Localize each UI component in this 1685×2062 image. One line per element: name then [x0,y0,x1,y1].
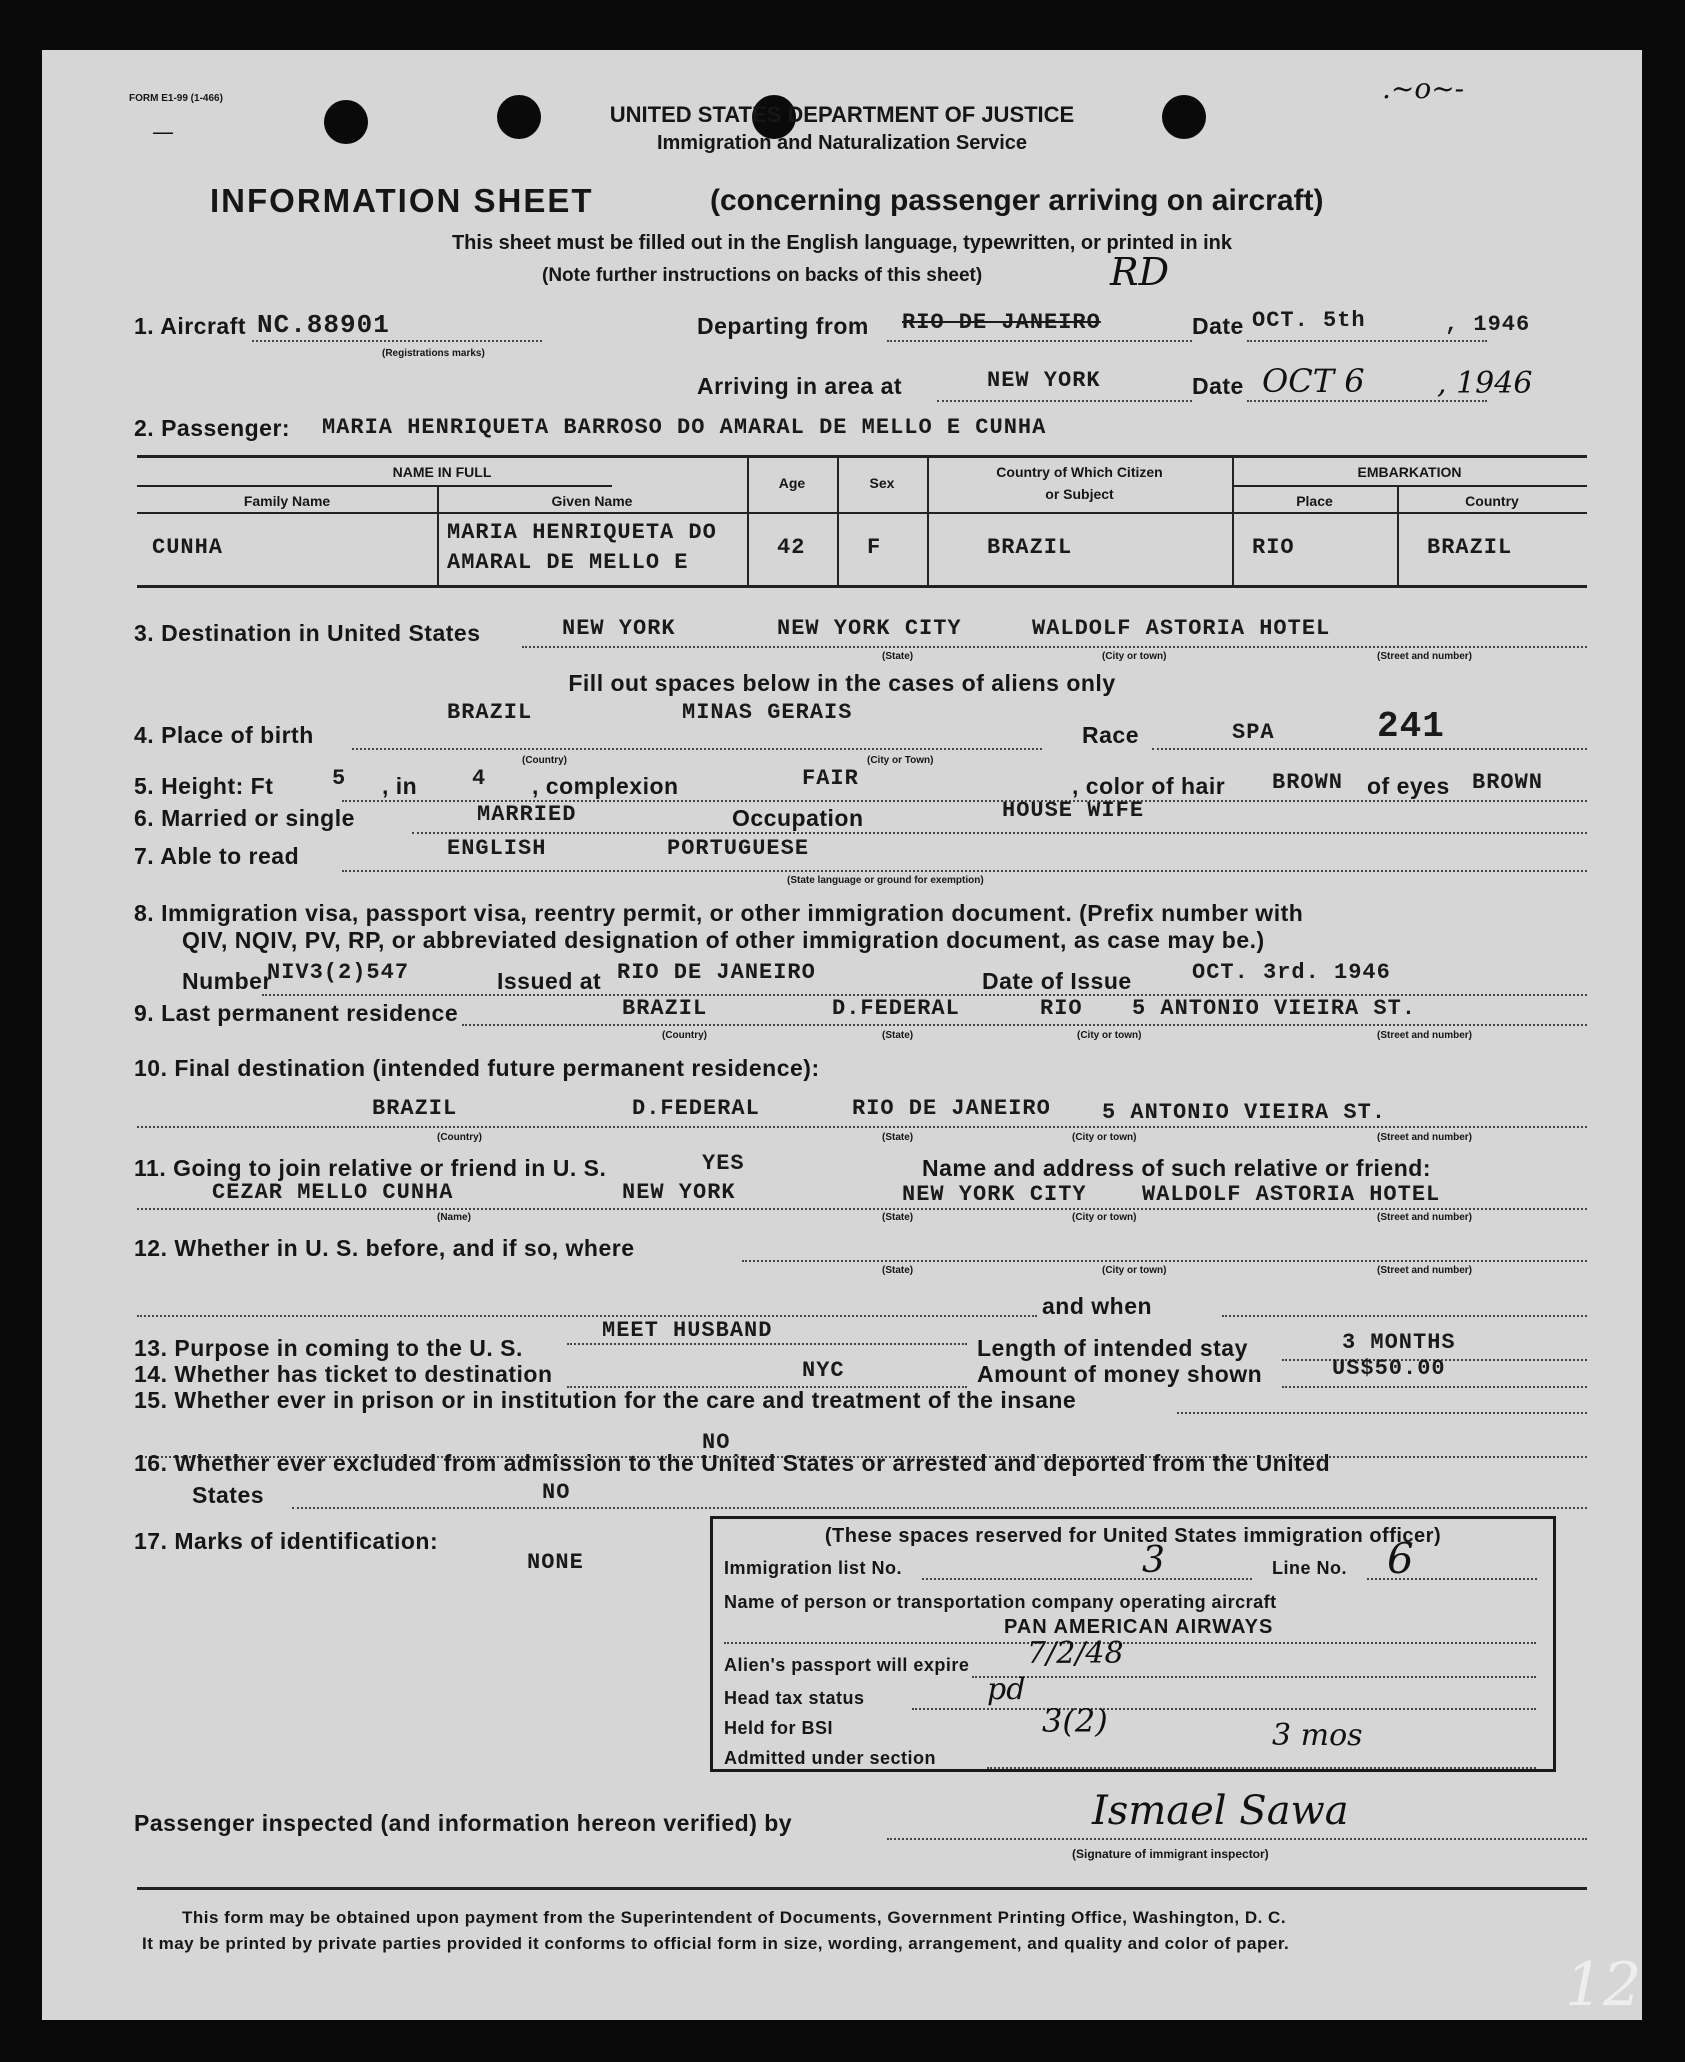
name-in-full-header: NAME IN FULL [392,464,492,480]
friend-city: NEW YORK CITY [902,1182,1087,1207]
issued-at-label: Issued at [497,968,602,994]
service-title: Immigration and Naturalization Service [656,132,1028,154]
list-no-value: 3 [1142,1540,1165,1581]
departure-date: OCT. 5th [1252,308,1366,333]
company-label: Name of person or transportation company operating aircraft [724,1592,1277,1612]
departing-label: Departing from [697,313,869,339]
excluded-label-2: States [192,1482,265,1508]
final-street: 5 ANTONIO VIEIRA ST. [1102,1100,1387,1125]
complexion-label: , complexion [532,773,679,799]
state-caption: (State) [882,1212,914,1223]
number-label: Number [182,968,272,994]
ticket-label: 14. Whether has ticket to destination [134,1361,553,1387]
occupation-label: Occupation [732,805,864,831]
arriving-label: Arriving in area at [697,373,903,399]
street-caption: (Street and number) [1377,1030,1473,1041]
item8-line2: QIV, NQIV, PV, RP, or abbreviated designation of other immigration document, as case may be.) [182,927,1265,953]
footer-line-2: It may be printed by private parties provided it conforms to official form in size, wording, arrangement, and quality and color of paper. [142,1934,1290,1953]
race-label: Race [1082,722,1139,748]
registration-marks-label: (Registrations marks) [382,348,485,359]
marks-label: 17. Marks of identification: [134,1528,439,1554]
residence-street: 5 ANTONIO VIEIRA ST. [1132,996,1417,1021]
city-caption: (City or town) [1072,1212,1137,1223]
final-destination-label: 10. Final destination (intended future permanent residence): [134,1055,820,1081]
join-value: YES [702,1151,745,1176]
state-caption: (State) [882,1265,914,1276]
birth-city: MINAS GERAIS [682,700,853,725]
residence-country: BRAZIL [622,996,708,1021]
purpose-label: 13. Purpose in coming to the U. S. [134,1335,523,1361]
street-caption: (Street and number) [1377,651,1473,662]
country-caption: (Country) [522,755,567,766]
country-caption: (Country) [662,1030,707,1041]
married-value: MARRIED [477,802,577,827]
marks-value: NONE [527,1550,584,1575]
passenger-label: 2. Passenger: [134,415,291,441]
citizen-header: Country of Which Citizen [996,464,1163,480]
place-header: Place [1296,493,1333,509]
married-label: 6. Married or single [134,805,355,831]
state-caption: (State) [882,1132,914,1143]
family-name-value: CUNHA [152,535,224,560]
officer-reserved-box [710,1516,1556,1772]
length-label: Length of intended stay [977,1335,1248,1361]
join-label: 11. Going to join relative or friend in U. S. [134,1155,607,1181]
read-language-1: ENGLISH [447,836,547,861]
admitted-label: Admitted under section [724,1748,937,1768]
final-city: RIO DE JANEIRO [852,1096,1051,1121]
issued-at-value: RIO DE JANEIRO [617,960,816,985]
birth-country: BRAZIL [447,700,533,725]
city-caption: (City or town) [1072,1132,1137,1143]
read-label: 7. Able to read [134,843,300,869]
state-caption: (State) [882,1030,914,1041]
destination-city: NEW YORK CITY [777,616,962,641]
state-caption: (State) [882,651,914,662]
date-label: Date [1192,313,1244,339]
money-value: US$50.00 [1332,1356,1446,1381]
page-number: 12 [1565,1950,1642,2020]
inches-label: , in [382,773,418,799]
arrival-year: , 1946 [1437,366,1533,401]
friend-label: Name and address of such relative or friend: [922,1155,1431,1181]
race-value: SPA [1232,720,1275,745]
final-country: BRAZIL [372,1096,458,1121]
line-no-label: Line No. [1272,1558,1347,1578]
visa-number: NIV3(2)547 [267,960,410,985]
city-caption: (City or town) [1077,1030,1142,1041]
company-value: PAN AMERICAN AIRWAYS [1004,1616,1274,1638]
passport-expire-value: 7/2/48 [1027,1636,1124,1671]
residence-label: 9. Last permanent residence [134,1000,459,1026]
destination-label: 3. Destination in United States [134,620,481,646]
purpose-value: MEET HUSBAND [602,1318,773,1343]
signature-caption: (Signature of immigrant inspector) [1072,1847,1269,1861]
bsi-value: 3(2) [1042,1702,1108,1740]
friend-street: WALDOLF ASTORIA HOTEL [1142,1182,1441,1207]
handwritten-initials: RD [1110,250,1170,294]
item8-line1: 8. Immigration visa, passport visa, reentry permit, or other immigration document. (Prefix number with [134,900,1304,926]
passenger-full-name: MARIA HENRIQUETA BARROSO DO AMARAL DE MELLO E CUNHA [322,415,1047,440]
reserved-heading: (These spaces reserved for United States immigration officer) [824,1525,1442,1547]
sheet-title: INFORMATION SHEET [210,182,594,219]
departing-from-value: RIO DE JANEIRO [902,310,1101,335]
street-caption: (Street and number) [1377,1132,1473,1143]
given-name-line-1: MARIA HENRIQUETA DO [447,520,717,545]
hair-value: BROWN [1272,770,1344,795]
departure-year: , 1946 [1445,312,1531,337]
head-tax-value: pd [987,1672,1026,1707]
residence-state: D.FEDERAL [832,996,960,1021]
length-value: 3 MONTHS [1342,1330,1456,1355]
admitted-value: 3 mos [1272,1718,1363,1753]
passport-expire-label: Alien's passport will expire [724,1655,970,1675]
instruction-note: (Note further instructions on backs of this sheet) [542,265,983,286]
money-label: Amount of money shown [977,1361,1263,1387]
aircraft-number: NC.88901 [257,310,390,340]
prison-label: 15. Whether ever in prison or in institution for the care and treatment of the insane [134,1387,1077,1413]
height-feet: 5 [332,766,347,791]
eyes-label: of eyes [1367,773,1450,799]
height-label: 5. Height: Ft [134,773,274,799]
pen-mark: .~o~- [1382,72,1465,105]
city-caption: (City or town) [1102,1265,1167,1276]
arrival-date: OCT 6 [1262,362,1365,400]
list-no-label: Immigration list No. [724,1558,903,1578]
read-language-2: PORTUGUESE [667,836,810,861]
city-caption: (City or town) [1102,651,1167,662]
ticket-value: NYC [802,1358,845,1383]
pen-mark: — [152,120,174,145]
age-value: 42 [777,535,806,560]
given-name-header: Given Name [551,493,633,509]
age-header: Age [778,475,806,491]
destination-street: WALDOLF ASTORIA HOTEL [1032,616,1331,641]
form-number: FORM E1-99 (1-466) [129,93,223,104]
inspector-signature: Ismael Sawa [1092,1788,1349,1834]
given-name-line-2: AMARAL DE MELLO E [447,550,689,575]
us-before-label: 12. Whether in U. S. before, and if so, where [134,1235,635,1261]
citizen-header-2: or Subject [1045,486,1114,502]
excluded-value: NO [542,1480,571,1505]
final-state: D.FEDERAL [632,1096,760,1121]
family-name-header: Family Name [243,493,331,509]
city-caption: (City or Town) [867,755,934,766]
street-caption: (Street and number) [1377,1265,1473,1276]
embark-place-value: RIO [1252,535,1295,560]
language-caption: (State language or ground for exemption) [787,875,984,886]
inspected-label: Passenger inspected (and information hereon verified) by [134,1810,793,1836]
and-when-label: and when [1042,1293,1153,1319]
height-inches: 4 [472,766,487,791]
friend-state: NEW YORK [622,1180,736,1205]
race-code: 241 [1377,706,1445,747]
sheet-subtitle: (concerning passenger arriving on aircraft) [710,184,1324,217]
line-no-value: 6 [1387,1534,1414,1583]
embark-country-value: BRAZIL [1427,535,1513,560]
destination-state: NEW YORK [562,616,676,641]
arriving-at-value: NEW YORK [987,368,1101,393]
citizen-value: BRAZIL [987,535,1073,560]
name-caption: (Name) [437,1212,471,1223]
aliens-only-note: Fill out spaces below in the cases of aliens only [568,670,1116,696]
eyes-value: BROWN [1472,770,1544,795]
birth-label: 4. Place of birth [134,722,314,748]
hair-label: , color of hair [1072,773,1226,799]
head-tax-label: Head tax status [724,1688,865,1708]
information-sheet [42,50,1642,2020]
country-caption: (Country) [437,1132,482,1143]
residence-city: RIO [1040,996,1083,1021]
country-header: Country [1465,493,1519,509]
arrival-date-label: Date [1192,373,1244,399]
aircraft-label: 1. Aircraft [134,313,247,339]
sex-header: Sex [869,475,895,491]
bsi-label: Held for BSI [724,1718,834,1738]
excluded-label-1: 16. Whether ever excluded from admission to the United States or arrested and deported from the United [134,1450,1331,1476]
department-title: UNITED STATES DEPARTMENT OF JUSTICE [609,102,1075,127]
instruction-line: This sheet must be filled out in the English language, typewritten, or printed in ink [451,232,1233,254]
issue-date-value: OCT. 3rd. 1946 [1192,960,1391,985]
occupation-value: HOUSE WIFE [1002,798,1145,823]
issue-date-label: Date of Issue [982,968,1132,994]
footer-line-1: This form may be obtained upon payment from the Superintendent of Documents, Government Printing Office, Washington, D. C. [182,1908,1287,1927]
prison-value: NO [702,1430,731,1455]
friend-name: CEZAR MELLO CUNHA [212,1180,454,1205]
embarkation-header: EMBARKATION [1357,464,1462,480]
sex-value: F [867,535,882,560]
street-caption: (Street and number) [1377,1212,1473,1223]
complexion-value: FAIR [802,766,859,791]
